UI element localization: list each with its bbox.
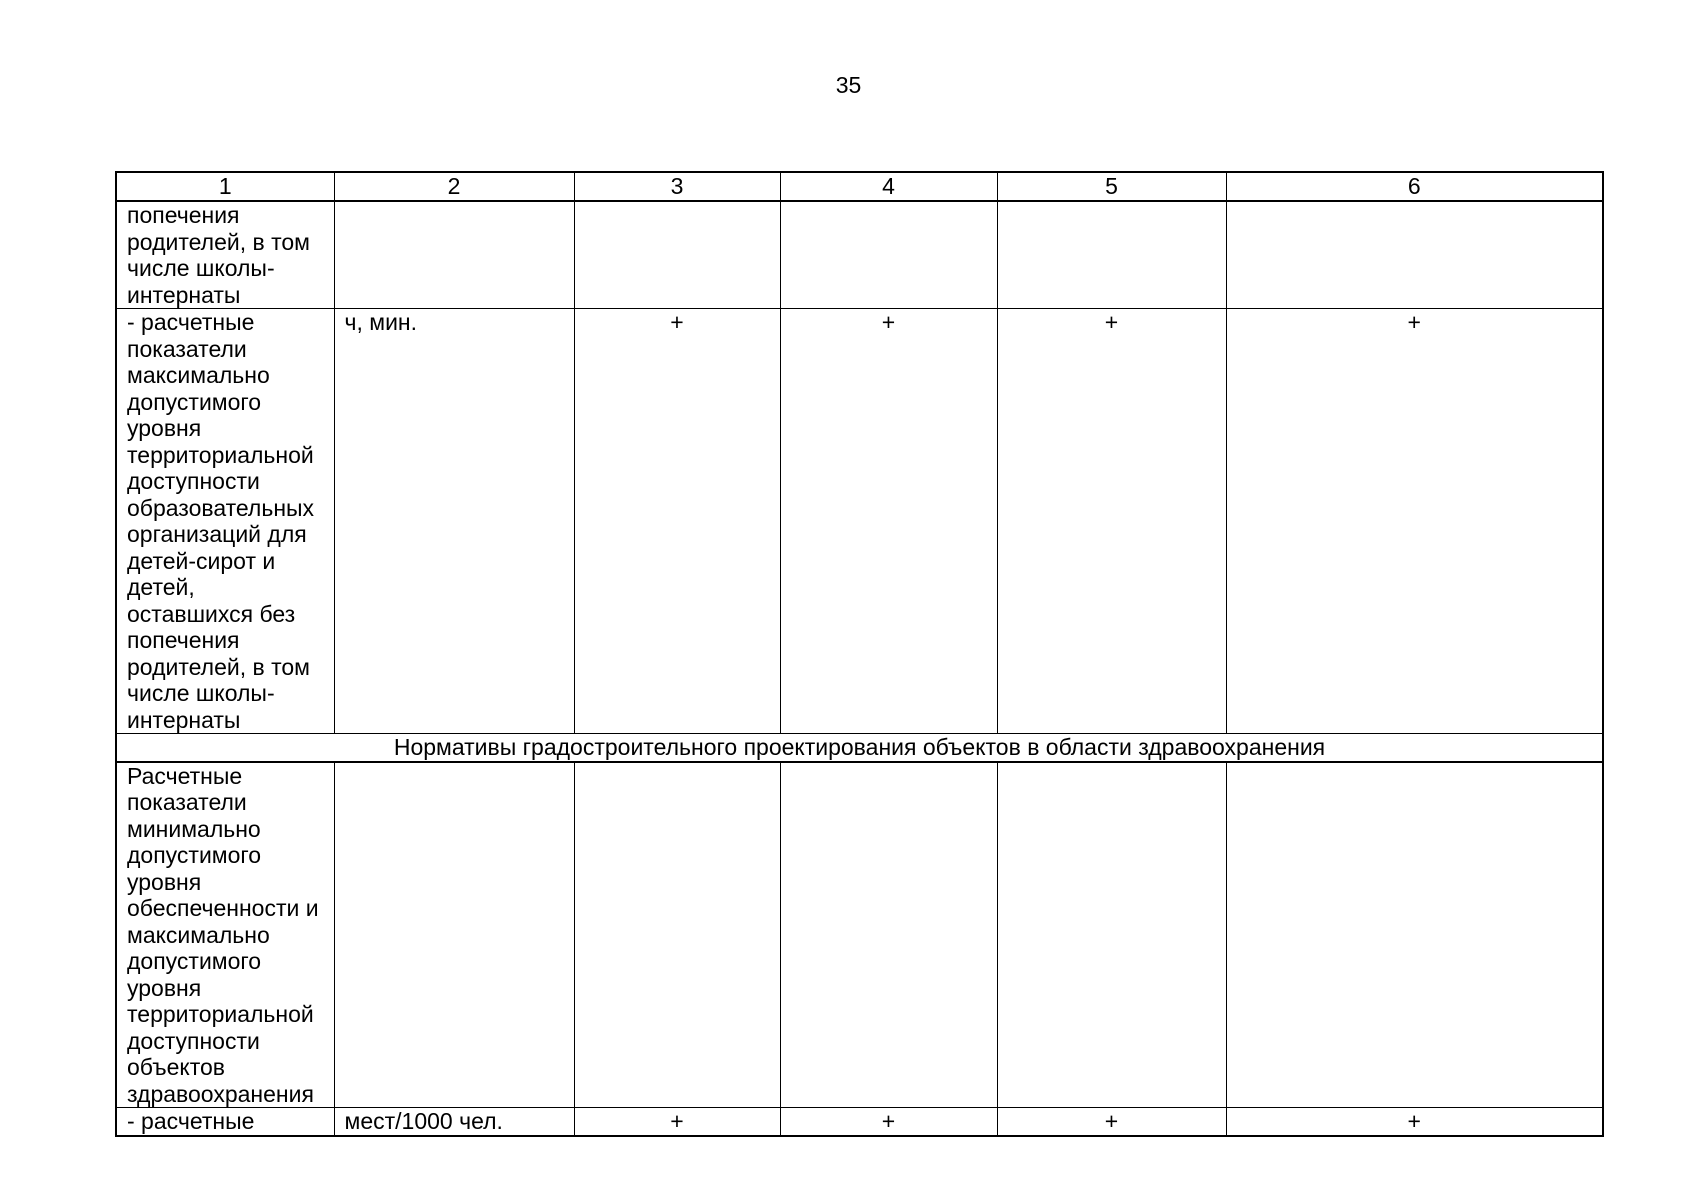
plus-mark-cell: + (780, 1108, 997, 1136)
plus-mark-cell: + (780, 309, 997, 734)
page-number: 35 (835, 72, 862, 98)
plus-mark-cell: + (574, 1108, 780, 1136)
empty-cell (997, 201, 1226, 309)
indicator-name-cell: - расчетные (116, 1108, 334, 1136)
empty-cell (780, 201, 997, 309)
empty-cell (1226, 201, 1603, 309)
unit-cell: мест/1000 чел. (334, 1108, 574, 1136)
empty-cell (997, 762, 1226, 1108)
column-number-2: 2 (334, 172, 574, 201)
table-row (116, 309, 1603, 734)
table-row (116, 201, 1603, 309)
plus-mark-cell: + (1226, 1108, 1603, 1136)
section-heading-row (116, 734, 1603, 762)
empty-cell (574, 201, 780, 309)
column-number-5: 5 (997, 172, 1226, 201)
plus-mark-cell: + (997, 1108, 1226, 1136)
column-number-6: 6 (1226, 172, 1603, 201)
empty-cell (574, 762, 780, 1108)
column-number-3: 3 (574, 172, 780, 201)
table-row (116, 1108, 1603, 1136)
table-header-row (116, 172, 1603, 201)
section-heading: Нормативы градостроительного проектирования объектов в области здравоохранения (116, 734, 1603, 762)
indicator-name-cell: попечения родителей, в том числе школы- интернаты (116, 201, 334, 309)
plus-mark-cell: + (997, 309, 1226, 734)
indicator-name-cell: - расчетные показатели максимально допустимого уровня территориальной доступности образовательных организаций для детей-сирот и детей, оставшихся без попечения родителей, в том числе школы- интернаты (116, 309, 334, 734)
table-row (116, 762, 1603, 1108)
unit-cell (334, 201, 574, 309)
column-number-4: 4 (780, 172, 997, 201)
plus-mark-cell: + (574, 309, 780, 734)
normatives-table (115, 171, 1604, 1137)
empty-cell (780, 762, 997, 1108)
indicator-name-cell: Расчетные показатели минимально допустимого уровня обеспеченности и максимально допустимого уровня территориальной доступности объектов здравоохранения (116, 762, 334, 1108)
empty-cell (1226, 762, 1603, 1108)
unit-cell (334, 762, 574, 1108)
unit-cell: ч, мин. (334, 309, 574, 734)
plus-mark-cell: + (1226, 309, 1603, 734)
column-number-1: 1 (116, 172, 334, 201)
